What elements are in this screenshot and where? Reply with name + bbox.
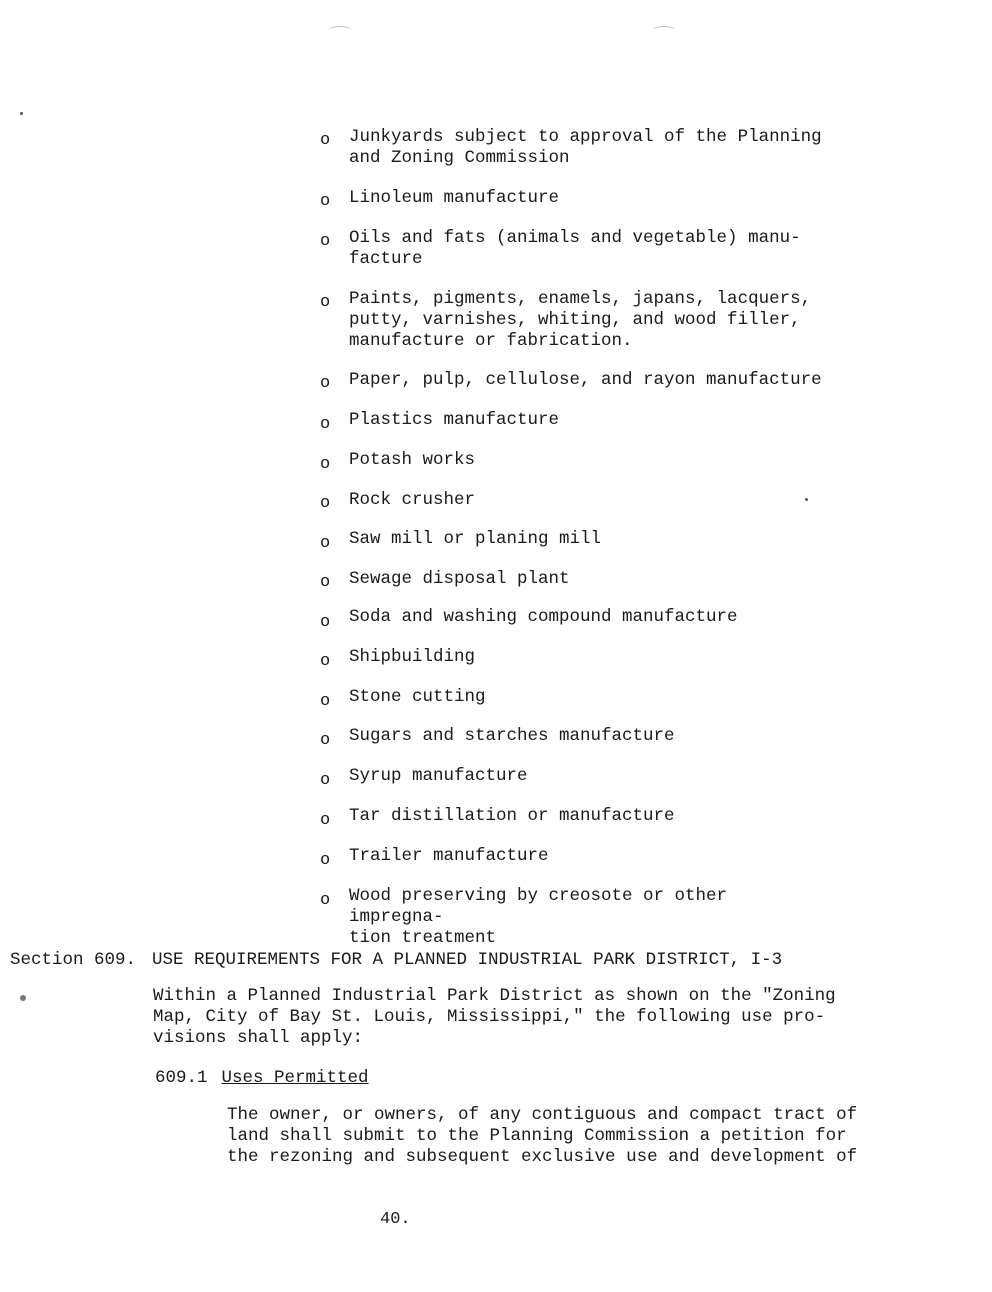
list-item: Shipbuilding bbox=[349, 647, 476, 667]
scan-mark bbox=[652, 26, 676, 35]
list-item: Paints, pigments, enamels, japans, lacquers, putty, varnishes, whiting, and wood filler, manufacture or fabrication. bbox=[349, 289, 812, 351]
scan-speck bbox=[20, 995, 26, 1001]
list-item: Paper, pulp, cellulose, and rayon manufacture bbox=[349, 370, 822, 390]
section-title: USE REQUIREMENTS FOR A PLANNED INDUSTRIAL PARK DISTRICT, I-3 bbox=[152, 950, 783, 970]
list-bullet: o bbox=[320, 731, 331, 750]
list-bullet: o bbox=[320, 573, 331, 592]
subsection-heading bbox=[155, 1068, 369, 1088]
list-bullet: o bbox=[320, 811, 331, 830]
list-bullet: o bbox=[320, 192, 331, 211]
list-bullet: o bbox=[320, 652, 331, 671]
list-item: Saw mill or planing mill bbox=[349, 529, 602, 549]
scan-speck bbox=[20, 112, 23, 115]
list-bullet: o bbox=[320, 692, 331, 711]
list-item: Linoleum manufacture bbox=[349, 188, 560, 208]
list-item: Junkyards subject to approval of the Planning and Zoning Commission bbox=[349, 127, 822, 168]
list-item: Tar distillation or manufacture bbox=[349, 806, 675, 826]
list-item: Syrup manufacture bbox=[349, 766, 528, 786]
subsection-number: 609.1 bbox=[155, 1068, 208, 1088]
list-bullet: o bbox=[320, 374, 331, 393]
page-number: 40. bbox=[380, 1210, 411, 1229]
list-bullet: o bbox=[320, 771, 331, 790]
list-bullet: o bbox=[320, 851, 331, 870]
section-number: Section 609. bbox=[10, 950, 137, 970]
list-bullet: o bbox=[320, 455, 331, 474]
list-item: Rock crusher bbox=[349, 490, 476, 510]
scan-mark bbox=[328, 26, 352, 35]
list-item: Sugars and starches manufacture bbox=[349, 726, 675, 746]
list-bullet: o bbox=[320, 415, 331, 434]
list-bullet: o bbox=[320, 613, 331, 632]
list-item: Trailer manufacture bbox=[349, 846, 549, 866]
list-bullet: o bbox=[320, 534, 331, 553]
section-intro: Within a Planned Industrial Park District as shown on the "Zoning Map, City of Bay St. Louis, Mississippi," the following use pro- visions shall apply: bbox=[153, 986, 836, 1048]
list-bullet: o bbox=[320, 494, 331, 513]
list-bullet: o bbox=[320, 293, 331, 312]
list-bullet: o bbox=[320, 232, 331, 251]
subsection-title: Uses Permitted bbox=[221, 1068, 369, 1088]
list-item: Plastics manufacture bbox=[349, 410, 560, 430]
list-item: Oils and fats (animals and vegetable) manu- facture bbox=[349, 228, 801, 269]
list-item: Soda and washing compound manufacture bbox=[349, 607, 738, 627]
subsection-body: The owner, or owners, of any contiguous and compact tract of land shall submit to the Planning Commission a petition for the rezoning and subsequent exclusive use and development of bbox=[227, 1105, 858, 1167]
list-item: Sewage disposal plant bbox=[349, 569, 570, 589]
list-bullet: o bbox=[320, 891, 331, 910]
list-bullet: o bbox=[320, 131, 331, 150]
list-item: Wood preserving by creosote or other impregna- tion treatment bbox=[349, 886, 728, 948]
list-item: Stone cutting bbox=[349, 687, 486, 707]
list-item: Potash works bbox=[349, 450, 476, 470]
